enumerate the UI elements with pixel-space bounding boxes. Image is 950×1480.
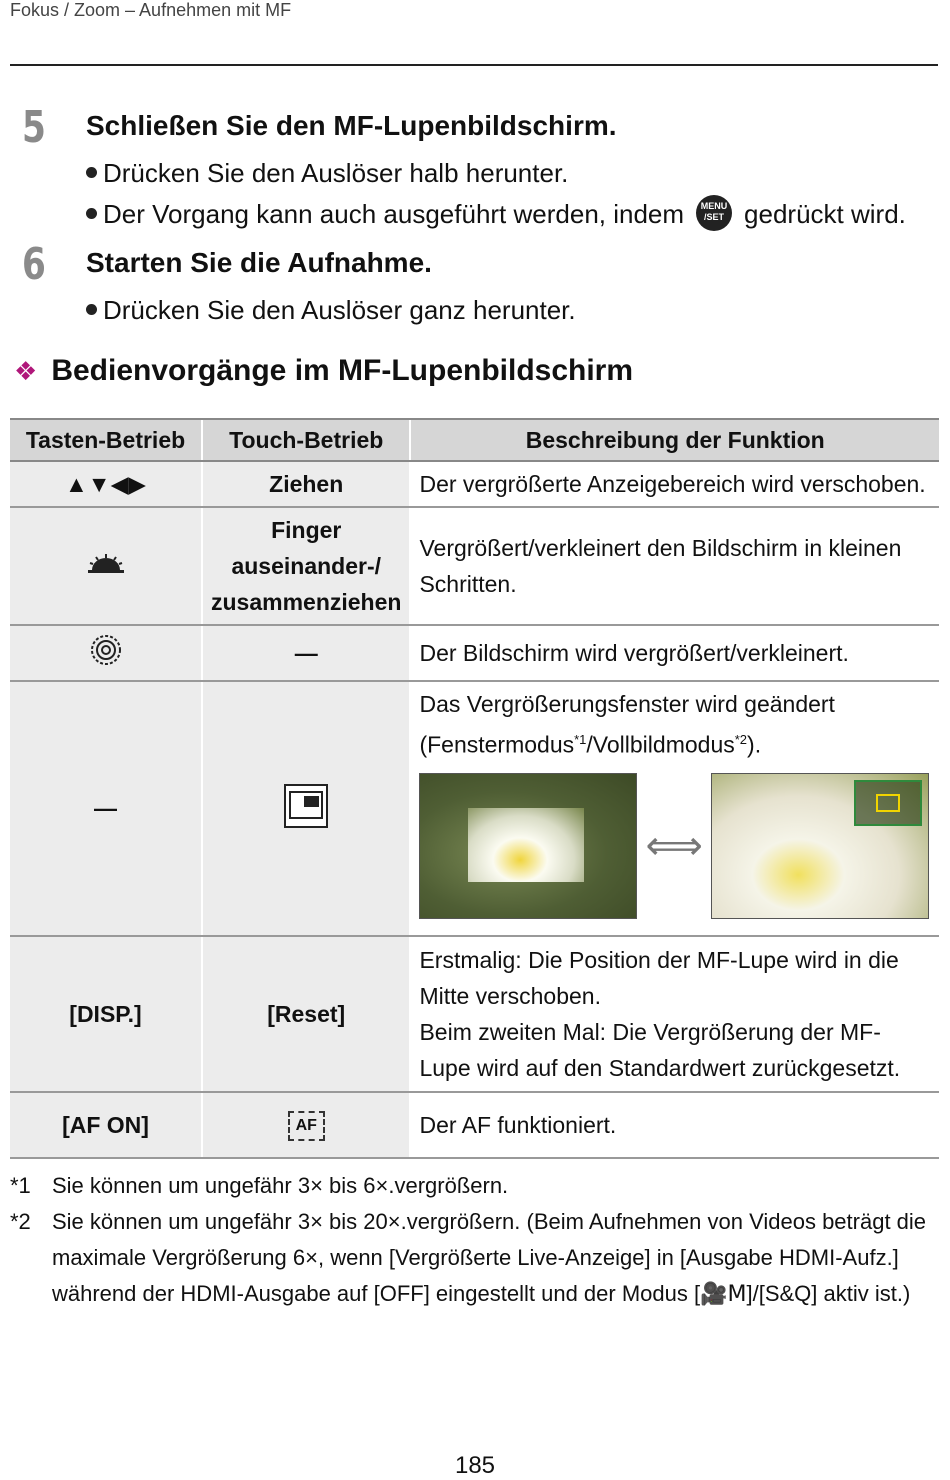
key-cell: [AF ON] <box>10 1092 202 1158</box>
key-cell: [DISP.] <box>10 936 202 1092</box>
column-header: Beschreibung der Funktion <box>410 419 939 461</box>
touch-cell: Finger auseinander-/ zusammenziehen <box>202 507 410 625</box>
mode-comparison <box>419 773 931 919</box>
footnote-mark: *1 <box>10 1173 31 1198</box>
bullet-item: Drücken Sie den Auslöser ganz herunter. <box>86 295 576 326</box>
front-dial-icon <box>86 552 126 574</box>
bullet-item: Drücken Sie den Auslöser halb herunter. <box>86 158 568 189</box>
diamond-bullet-icon: ❖ <box>14 356 38 386</box>
touch-cell: [Reset] <box>202 936 410 1092</box>
window-mode-image <box>419 773 637 919</box>
video-mode-icon: 🎥M <box>700 1282 747 1307</box>
breadcrumb: Fokus / Zoom – Aufnehmen mit MF <box>10 0 292 20</box>
section-heading: ❖ Bedienvorgänge im MF-Lupenbildschirm <box>14 354 634 387</box>
fullscreen-mode-image <box>711 773 929 919</box>
step-number: 5 <box>22 102 46 153</box>
table-row <box>10 507 939 625</box>
footnotes <box>10 1168 938 1313</box>
touch-cell: — <box>202 625 410 681</box>
key-cell <box>10 625 202 681</box>
footnote-text: Sie können um ungefähr 3× bis 20×.vergrößern. (Beim Aufnehmen von Videos beträgt die maximale Vergrößerung 6×, wenn [Vergrößerte Live-Anzeige] in [Ausgabe HDMI-Aufz.] während der HDMI-Ausgabe auf [OFF] eingestellt und der Modus [🎥M]/[S&Q] aktiv ist.) <box>52 1209 927 1307</box>
touch-cell <box>202 681 410 936</box>
key-cell: ▲▼◀▶ <box>10 461 202 507</box>
step-title: Starten Sie die Aufnahme. <box>86 247 432 278</box>
bullet-item: Der Vorgang kann auch ausgeführt werden, indem MENU /SET gedrückt wird. <box>86 198 906 234</box>
description-line: Das Vergrößerungsfenster wird geändert <box>419 691 835 717</box>
control-dial-icon <box>89 633 123 667</box>
description-line: Beim zweiten Mal: Die Vergrößerung der MF-Lupe wird auf den Standardwert zurückgesetzt. <box>419 1019 901 1081</box>
key-cell: — <box>10 681 202 936</box>
footnote-ref: *1 <box>574 732 587 747</box>
bullet-dot-icon <box>86 167 97 178</box>
column-header: Tasten-Betrieb <box>10 419 202 461</box>
table-header-row <box>10 419 939 461</box>
key-cell <box>10 507 202 625</box>
footnote-text: Sie können um ungefähr 3× bis 6×.vergrößern. <box>52 1173 509 1198</box>
swap-arrow-icon: ⟺ <box>645 823 703 868</box>
table-row <box>10 625 939 681</box>
header-rule <box>10 64 938 66</box>
bullet-dot-icon <box>86 304 97 315</box>
magnified-window <box>468 808 584 882</box>
page-number: 185 <box>454 1452 496 1479</box>
description-line: Erstmalig: Die Position der MF-Lupe wird in die Mitte verschoben. <box>419 947 899 1009</box>
description-cell: Der vergrößerte Anzeigebereich wird verschoben. <box>410 461 939 507</box>
table-row <box>10 681 939 936</box>
touch-cell: Ziehen <box>202 461 410 507</box>
menu-set-button-icon: MENU /SET <box>696 195 732 231</box>
table-row <box>10 936 939 1092</box>
description-cell <box>410 681 939 936</box>
footnote-ref: *2 <box>734 732 748 747</box>
bullet-dot-icon <box>86 208 97 219</box>
table-row <box>10 461 939 507</box>
description-cell <box>410 936 939 1092</box>
footnote <box>10 1168 938 1204</box>
footnote <box>10 1204 938 1313</box>
af-touch-icon: AF <box>288 1111 325 1141</box>
description-line: (Fenstermodus$^{*1}$/Vollbildmodus$^{*2}$). <box>419 731 762 758</box>
column-header: Touch-Betrieb <box>202 419 410 461</box>
footnote-mark: *2 <box>10 1209 31 1234</box>
window-mode-icon <box>284 784 328 828</box>
description-cell: Der Bildschirm wird vergrößert/verkleinert. <box>410 625 939 681</box>
step-number: 6 <box>22 239 46 290</box>
table-row <box>10 1092 939 1158</box>
navigator-box <box>854 780 922 826</box>
description-cell: Vergrößert/verkleinert den Bildschirm in kleinen Schritten. <box>410 507 939 625</box>
touch-cell <box>202 1092 410 1158</box>
description-cell: Der AF funktioniert. <box>410 1092 939 1158</box>
operations-table <box>10 418 939 1159</box>
step-title: Schließen Sie den MF-Lupenbildschirm. <box>86 110 617 141</box>
